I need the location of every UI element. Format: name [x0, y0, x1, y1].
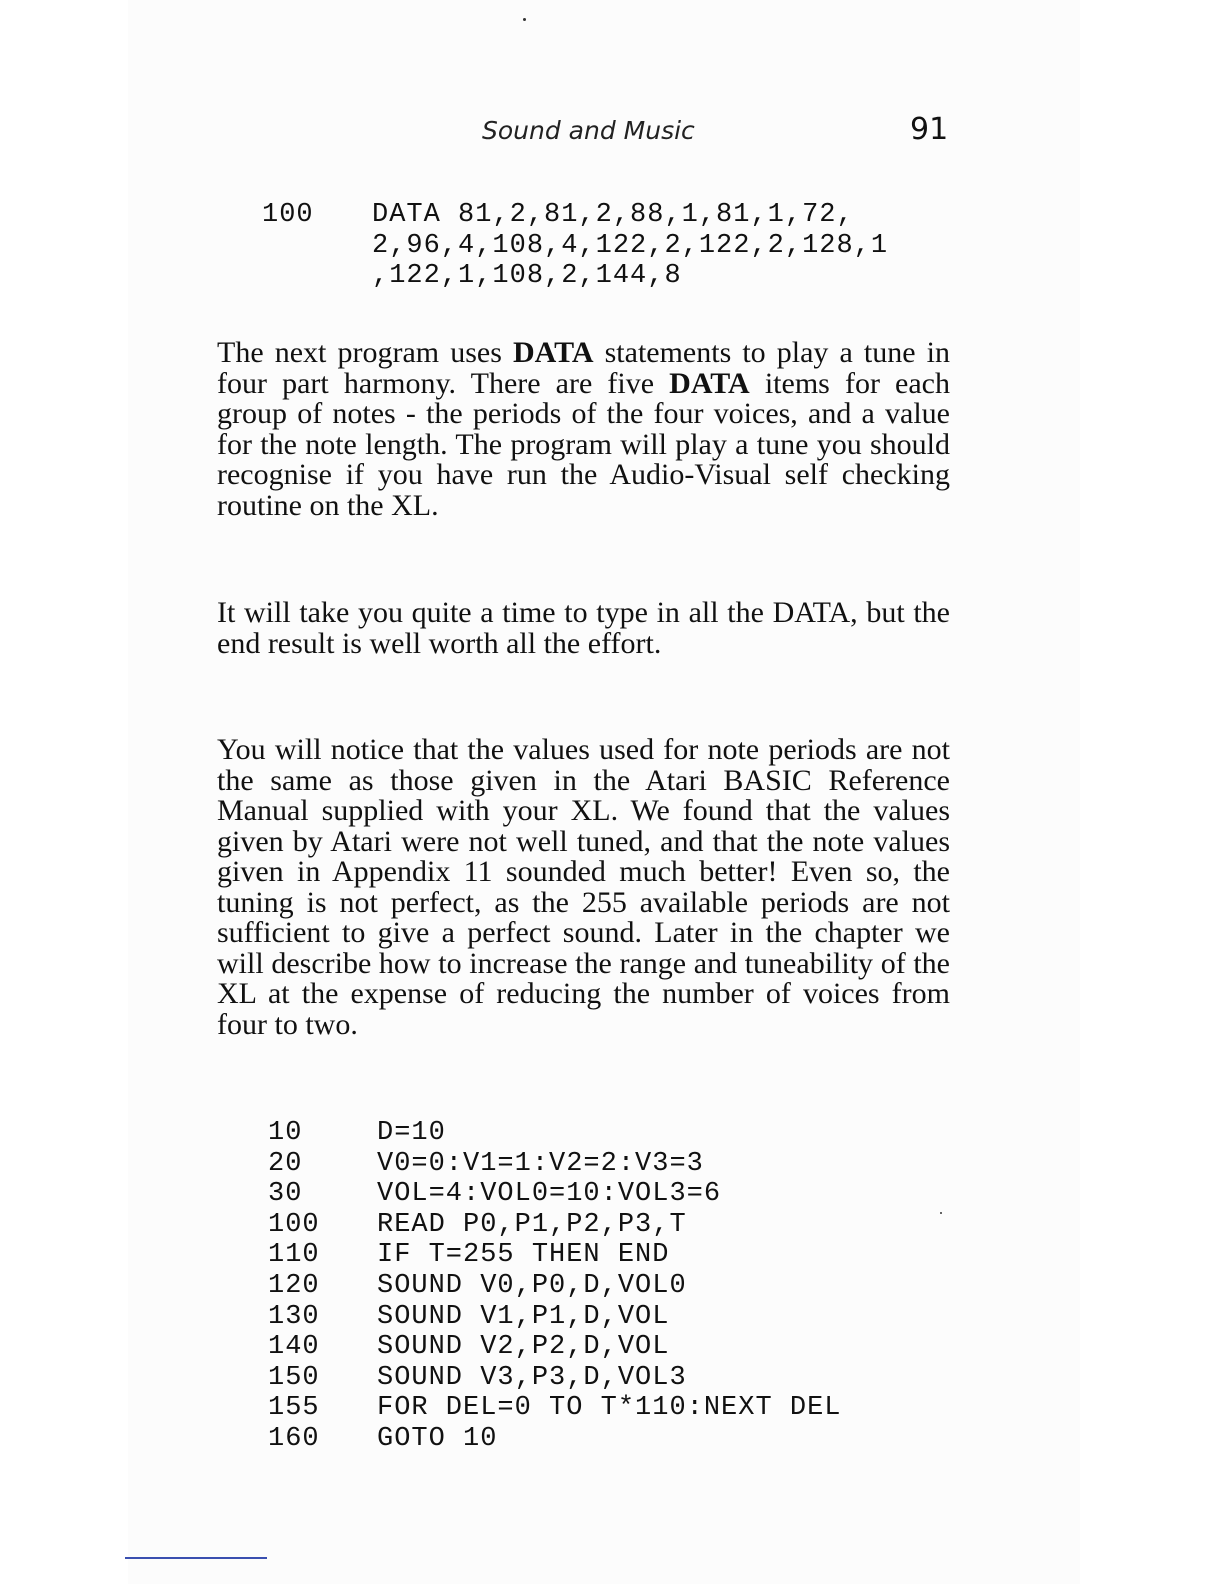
- program-listing: [268, 1118, 841, 1455]
- line-number: 100: [268, 1209, 320, 1240]
- page-number: 91: [910, 112, 949, 147]
- line-number: 130: [268, 1301, 320, 1332]
- code-continuation: ,122,1,108,2,144,8: [372, 261, 682, 292]
- footer-rule: [125, 1557, 267, 1559]
- running-header-title: Sound and Music: [482, 116, 695, 145]
- line-number: 150: [268, 1362, 320, 1393]
- code-text: SOUND V0,P0,D,VOL0: [377, 1270, 687, 1301]
- code-continuation: 2,96,4,108,4,122,2,122,2,128,1: [372, 230, 889, 261]
- scan-speck: [940, 1212, 942, 1214]
- line-number: 155: [268, 1393, 320, 1424]
- line-number: 30: [268, 1179, 303, 1210]
- line-number: 20: [268, 1148, 303, 1179]
- paragraph-tuning-note: You will notice that the values used for note periods are not the same as those given in the Atari BASIC Reference Manual supplied with your XL. We found that the values given by Atari were not well tuned, and that the note values given in Appendix 11 sounded much better! Even so, the tuning is not perfect, as the 255 available periods are not sufficient to give a perfect sound. Later in the chapter we will describe how to increase the range and tuneability of the XL at the expense of reducing the number of voices from four to two.: [217, 733, 950, 1041]
- code-line: [268, 1393, 841, 1424]
- code-text: IF T=255 THEN END: [377, 1240, 670, 1271]
- code-line: [268, 1149, 841, 1180]
- code-line: [268, 1118, 841, 1149]
- code-line: [268, 1332, 841, 1363]
- code-text: VOL=4:VOL0=10:VOL3=6: [377, 1179, 722, 1210]
- data-statement-listing: [262, 200, 888, 292]
- line-number: 140: [268, 1332, 320, 1363]
- text-run: The next program uses: [217, 336, 513, 369]
- line-number: 120: [268, 1270, 320, 1301]
- code-text: SOUND V3,P3,D,VOL3: [377, 1362, 687, 1393]
- paragraph-typing-note: It will take you quite a time to type in all the DATA, but the end result is well worth all the effort.: [217, 596, 950, 660]
- code-line: [262, 200, 888, 231]
- code-line: [268, 1271, 841, 1302]
- line-number: 110: [268, 1240, 320, 1271]
- line-number: 100: [262, 200, 314, 230]
- code-text: READ P0,P1,P2,P3,T: [377, 1209, 687, 1240]
- paragraph-intro: [217, 338, 950, 521]
- text-run: statements to play a tune in four part harmony. There are five: [217, 336, 951, 400]
- code-line: [268, 1179, 841, 1210]
- line-number: 160: [268, 1423, 320, 1454]
- line-number: 10: [268, 1118, 303, 1148]
- code-line: [268, 1302, 841, 1333]
- code-text: D=10: [377, 1118, 446, 1148]
- code-text: GOTO 10: [377, 1423, 498, 1454]
- code-text: V0=0:V1=1:V2=2:V3=3: [377, 1148, 704, 1179]
- code-text: FOR DEL=0 TO T*110:NEXT DEL: [377, 1393, 842, 1424]
- text-run: items for each group of notes - the periods of the four voices, and a value for the note length. The program will play a tune you should recognise if you have run the Audio-Visual self checking routine on the XL.: [217, 366, 951, 522]
- keyword-data: DATA: [669, 366, 750, 400]
- keyword-data: DATA: [512, 336, 594, 369]
- code-text: SOUND V1,P1,D,VOL: [377, 1301, 670, 1332]
- code-line: [268, 1210, 841, 1241]
- code-line: [268, 1240, 841, 1271]
- scan-speck: [523, 18, 526, 21]
- code-line: [268, 1363, 841, 1394]
- code-line: [268, 1424, 841, 1455]
- code-text: DATA 81,2,81,2,88,1,81,1,72,: [372, 200, 854, 230]
- code-text: SOUND V2,P2,D,VOL: [377, 1332, 670, 1363]
